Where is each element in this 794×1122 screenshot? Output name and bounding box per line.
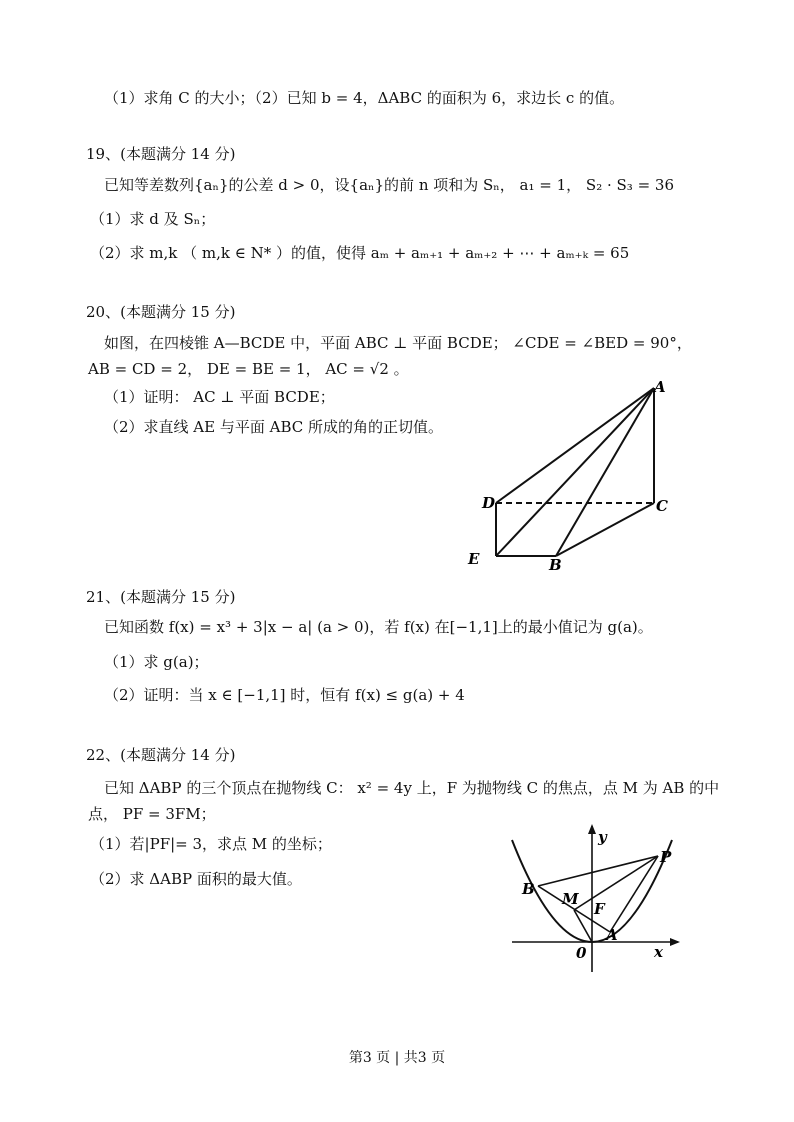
q19-part2: （2）求 m,k （ m,k ∈ N* ）的值，使得 aₘ + aₘ₊₁ + aₘ₊₂ + ⋯ + aₘ₊ₖ = 65 — [90, 244, 630, 262]
label-P: P — [660, 848, 672, 866]
q18-parts: （1）求角 C 的大小；（2）已知 b = 4，ΔABC 的面积为 6，求边长 c 的值。 — [104, 89, 625, 107]
q22-part1: （1）若|PF|= 3，求点 M 的坐标； — [90, 835, 332, 853]
label-C: C — [656, 497, 668, 515]
label-M: M — [562, 890, 579, 908]
edge-AE — [496, 388, 654, 556]
edge-AB — [556, 388, 654, 556]
pyramid-figure — [460, 378, 680, 578]
label-D: D — [482, 494, 496, 512]
q22-stem-2: 点， PF = 3FM； — [88, 805, 216, 823]
q21-part2: （2）证明：当 x ∈ [−1,1] 时，恒有 f(x) ≤ g(a) + 4 — [104, 686, 465, 704]
q19-part1: （1）求 d 及 Sₙ； — [90, 210, 216, 228]
q19-header: 19、(本题满分 14 分) — [86, 145, 236, 163]
q20-stem-2: AB = CD = 2， DE = BE = 1， AC = √2 。 — [88, 360, 409, 378]
q20-part1: （1）证明： AC ⊥ 平面 BCDE； — [104, 388, 335, 406]
q22-header: 22、(本题满分 14 分) — [86, 746, 236, 764]
label-F: F — [594, 900, 605, 918]
label-A: A — [606, 926, 618, 944]
q20-header: 20、(本题满分 15 分) — [86, 303, 236, 321]
q20-part2: （2）求直线 AE 与平面 ABC 所成的角的正切值。 — [104, 418, 444, 436]
q22-part2: （2）求 ΔABP 面积的最大值。 — [90, 870, 302, 888]
q21-part1: （1）求 g(a)； — [104, 653, 209, 671]
edge-AD — [496, 388, 654, 503]
q21-stem: 已知函数 f(x) = x³ + 3|x − a| (a > 0)，若 f(x) 在[−1,1]上的最小值记为 g(a)。 — [104, 618, 653, 636]
segment-PM — [574, 856, 658, 910]
page-footer: 第3 页 | 共3 页 — [348, 1050, 446, 1066]
q19-stem: 已知等差数列{aₙ}的公差 d > 0，设{aₙ}的前 n 项和为 Sₙ， a₁ = 1， S₂ · S₃ = 36 — [104, 176, 675, 194]
label-E: E — [468, 550, 480, 568]
q21-header: 21、(本题满分 15 分) — [86, 588, 236, 606]
y-axis-arrow — [588, 824, 596, 834]
label-O: 0 — [576, 944, 587, 962]
q22-stem-1: 已知 ΔABP 的三个顶点在抛物线 C： x² = 4y 上，F 为抛物线 C 的焦点，点 M 为 AB 的中 — [104, 779, 720, 797]
label-B: B — [549, 556, 562, 574]
label-B: B — [522, 880, 535, 898]
segment-BP — [538, 856, 658, 886]
parabola-figure — [504, 822, 684, 974]
label-x: x — [654, 943, 663, 961]
segment-AP — [610, 856, 658, 932]
x-axis-arrow — [670, 938, 680, 946]
label-y: y — [598, 828, 607, 846]
q20-stem-1: 如图，在四棱锥 A—BCDE 中，平面 ABC ⊥ 平面 BCDE； ∠CDE = ∠BED = 90°， — [104, 334, 692, 352]
label-A: A — [654, 378, 666, 396]
